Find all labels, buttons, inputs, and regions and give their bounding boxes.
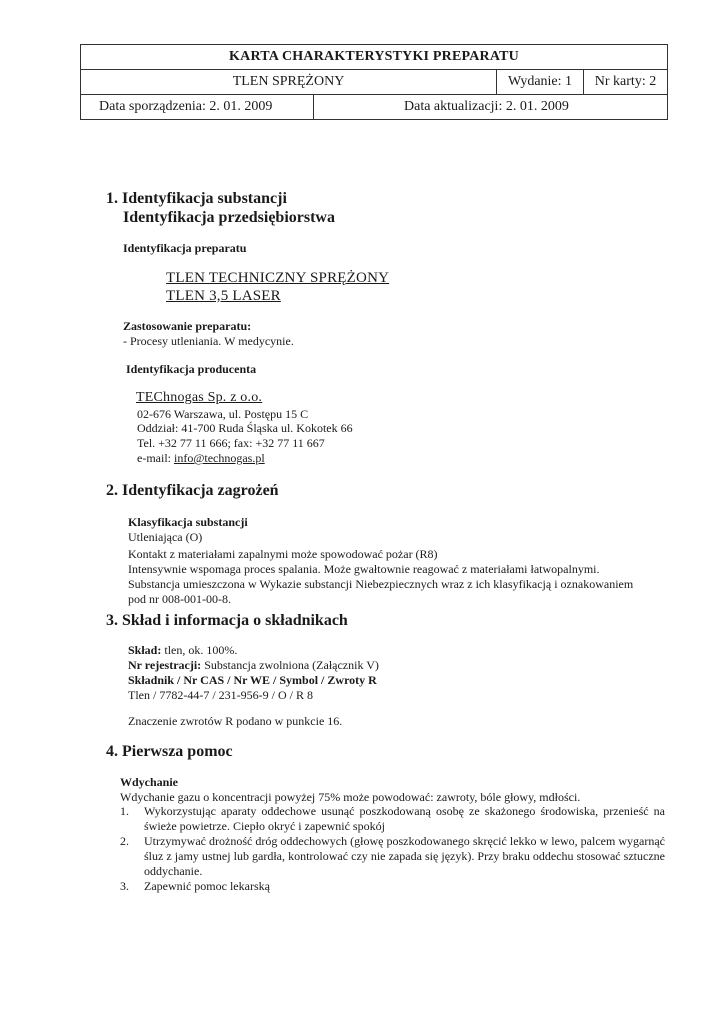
list-item-number: 2. (120, 834, 129, 848)
header-table (80, 44, 668, 120)
list-item-text: Utrzymywać drożność dróg oddechowych (głowę poszkodowanego skręcić lekko w lewo, palcem wygarnąć śluz z jamy ustnej lub gardła, kontrolować czy nie zapada się język). Przy braku oddechu stosować sztuczne oddychanie. (144, 834, 665, 878)
email-line (137, 451, 265, 466)
composition-label: Skład: (128, 643, 162, 657)
use-label: Zastosowanie preparatu: (123, 319, 252, 333)
hazard-line-4: Substancja umieszczona w Wykazie substancji Niebezpiecznych wraz z ich klasyfikacją i oznakowaniem (128, 577, 634, 591)
prep-identification-label: Identyfikacja preparatu (123, 241, 247, 255)
first-aid-list (120, 804, 665, 894)
company-name: TEChnogas Sp. z o.o. (136, 390, 263, 405)
registration-text: Substancja zwolniona (Załącznik V) (201, 658, 379, 672)
r-phrases-note: Znaczenie zwrotów R podano w punkcie 16. (128, 714, 343, 728)
phone-fax: Tel. +32 77 11 666; fax: +32 77 11 667 (137, 436, 325, 450)
header-product-row (81, 70, 667, 95)
address-1: 02-676 Warszawa, ul. Postępu 15 C (137, 407, 309, 421)
hazard-line-5: pod nr 008-001-00-8. (128, 592, 231, 606)
list-item-number: 3. (120, 879, 129, 893)
date-made: Data sporządzenia: 2. 01. 2009 (81, 95, 314, 119)
use-text: - Procesy utleniania. W medycynie. (123, 334, 294, 348)
producer-label: Identyfikacja producenta (126, 362, 257, 376)
address-2: Oddział: 41-700 Ruda Śląska ul. Kokotek 66 (137, 421, 353, 435)
document-title: KARTA CHARAKTERYSTYKI PREPARATU (229, 49, 519, 64)
section-1-heading: 1. Identyfikacja substancji (106, 190, 287, 207)
list-item (120, 804, 665, 834)
header-dates-row (81, 95, 667, 119)
prep-name-2: TLEN 3,5 LASER (166, 288, 281, 304)
classification-label: Klasyfikacja substancji (128, 515, 248, 529)
header-title-row (81, 45, 667, 70)
edition: Wydanie: 1 (497, 70, 584, 94)
list-item (120, 879, 665, 894)
section-4-heading: 4. Pierwsza pomoc (106, 743, 233, 760)
composition-text: tlen, ok. 100%. (161, 643, 238, 657)
prep-name-1: TLEN TECHNICZNY SPRĘŻONY (166, 270, 390, 286)
composition-line (128, 643, 237, 658)
component-columns: Składnik / Nr CAS / Nr WE / Symbol / Zwroty R (128, 673, 377, 687)
product-name: TLEN SPRĘŻONY (81, 70, 497, 94)
card-number: Nr karty: 2 (594, 74, 657, 89)
date-updated: Data aktualizacji: 2. 01. 2009 (404, 99, 569, 114)
component-row: Tlen / 7782-44-7 / 231-956-9 / O / R 8 (128, 688, 313, 702)
list-item (120, 834, 665, 879)
inhalation-intro: Wdychanie gazu o koncentracji powyżej 75% może powodować: zawroty, bóle głowy, mdłości. (120, 790, 581, 804)
section-3-heading: 3. Skład i informacja o składnikach (106, 612, 348, 629)
registration-label: Nr rejestracji: (128, 658, 202, 672)
hazard-line-3: Intensywnie wspomaga proces spalania. Może gwałtownie reagować z materiałami łatwopalnymi. (128, 562, 600, 576)
section-1-subheading: Identyfikacja przedsiębiorstwa (123, 209, 335, 226)
list-item-text: Wykorzystując aparaty oddechowe usunąć poszkodowaną osobę ze skażonego środowiska, przenieść na świeże powietrze. Ciepło okryć i zapewnić spokój (144, 804, 665, 833)
list-item-text: Zapewnić pomoc lekarską (144, 879, 270, 893)
inhalation-label: Wdychanie (120, 775, 179, 789)
email-prefix: e-mail: (137, 451, 174, 465)
list-item-number: 1. (120, 804, 129, 818)
hazard-line-2: Kontakt z materiałami zapalnymi może spowodować pożar (R8) (128, 547, 438, 561)
email-link[interactable]: info@technogas.pl (173, 451, 265, 465)
section-2-heading: 2. Identyfikacja zagrożeń (106, 482, 279, 499)
registration-line (128, 658, 379, 673)
hazard-line-1: Utleniająca (O) (128, 530, 203, 544)
